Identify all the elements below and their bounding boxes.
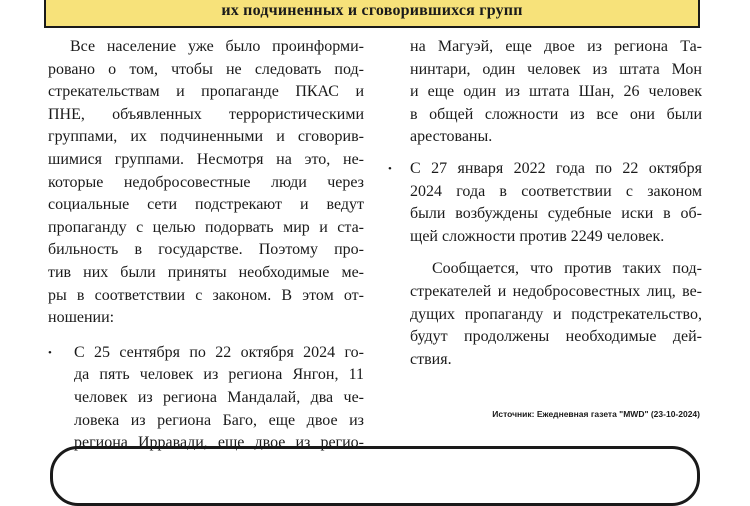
paragraph-line: пропаганду с целью подорвать мир и ста- <box>48 218 364 236</box>
paragraph-line: дущих пропаганду и подстрекательство, <box>410 305 702 323</box>
paragraph-line: тив них были приняты необходимые ме- <box>48 263 364 281</box>
paragraph-line: ры в соответствии с законом. В этом от- <box>48 286 364 304</box>
bullet-line: С 27 января 2022 года по 22 октября <box>410 159 702 177</box>
next-section-frame <box>50 446 700 506</box>
banner-title: их подчиненных и сговорившихся групп <box>221 2 523 19</box>
right-column <box>386 36 702 371</box>
bullet-line: С 25 сентября по 22 октября 2024 го- <box>74 343 364 361</box>
left-column <box>48 36 364 455</box>
bullet-item <box>386 158 702 248</box>
bullet-line: 2024 года в соответствии с законом <box>410 182 702 200</box>
bullet-glyph: • <box>388 162 392 175</box>
paragraph-line: ПНЕ, объявленных террористическими <box>48 105 364 123</box>
paragraph-line: ровано о том, чтобы не следовать под- <box>48 60 364 78</box>
bullet-line: щей сложности против 2249 человек. <box>410 227 665 245</box>
bullet-line: на Магуэй, еще двое из региона Та- <box>410 38 702 55</box>
bullet-line: в общей сложности из все они были <box>410 105 702 123</box>
source-credit: Источник: Ежедневная газета "MWD" (23-10-2024) <box>492 409 700 419</box>
paragraph-line: группами, их подчиненными и сговорив- <box>48 128 364 146</box>
bullet-line: и еще один из штата Шан, 26 человек <box>410 83 702 101</box>
paragraph-line: ствия. <box>410 350 452 368</box>
paragraph-line: стрекательствам и пропаганде ПКАС и <box>48 83 364 101</box>
closing-paragraph <box>386 258 702 371</box>
paragraph-line: ношении: <box>48 309 115 327</box>
paragraph-line: которые недобросовестные люди через <box>48 173 364 191</box>
bullet-line: арестованы. <box>410 128 493 146</box>
paragraph-line: социальные сети подстрекают и ведут <box>48 196 364 214</box>
paragraph-line: стрекателей и недобросовестных лиц, ве- <box>410 282 702 300</box>
bullet-continuation <box>386 36 702 149</box>
paragraph-line: шимися группами. Несмотря на это, не- <box>48 150 364 168</box>
bullet-item <box>48 342 364 455</box>
paragraph-line: будут продолжены необходимые дей- <box>410 328 702 346</box>
section-banner <box>44 0 700 28</box>
bullet-line: были возбуждены судебные иски в об- <box>410 205 702 223</box>
bullet-line: нинтари, один человек из штата Мон <box>410 60 702 78</box>
bullet-line: человек из региона Мандалай, два че- <box>74 388 364 406</box>
bullet-line: региона Ирравади, еще двое из регио- <box>74 434 364 452</box>
bullet-line: да пять человек из региона Янгон, 11 <box>74 366 364 384</box>
paragraph-line: бильность в государстве. Поэтому про- <box>48 241 364 259</box>
paragraph-line: Все население уже было проинформи- <box>70 38 364 55</box>
bullet-glyph: • <box>48 346 52 359</box>
bullet-line: ловека из региона Баго, еще двое из <box>74 411 364 429</box>
paragraph-line: Сообщается, что против таких под- <box>432 260 702 278</box>
